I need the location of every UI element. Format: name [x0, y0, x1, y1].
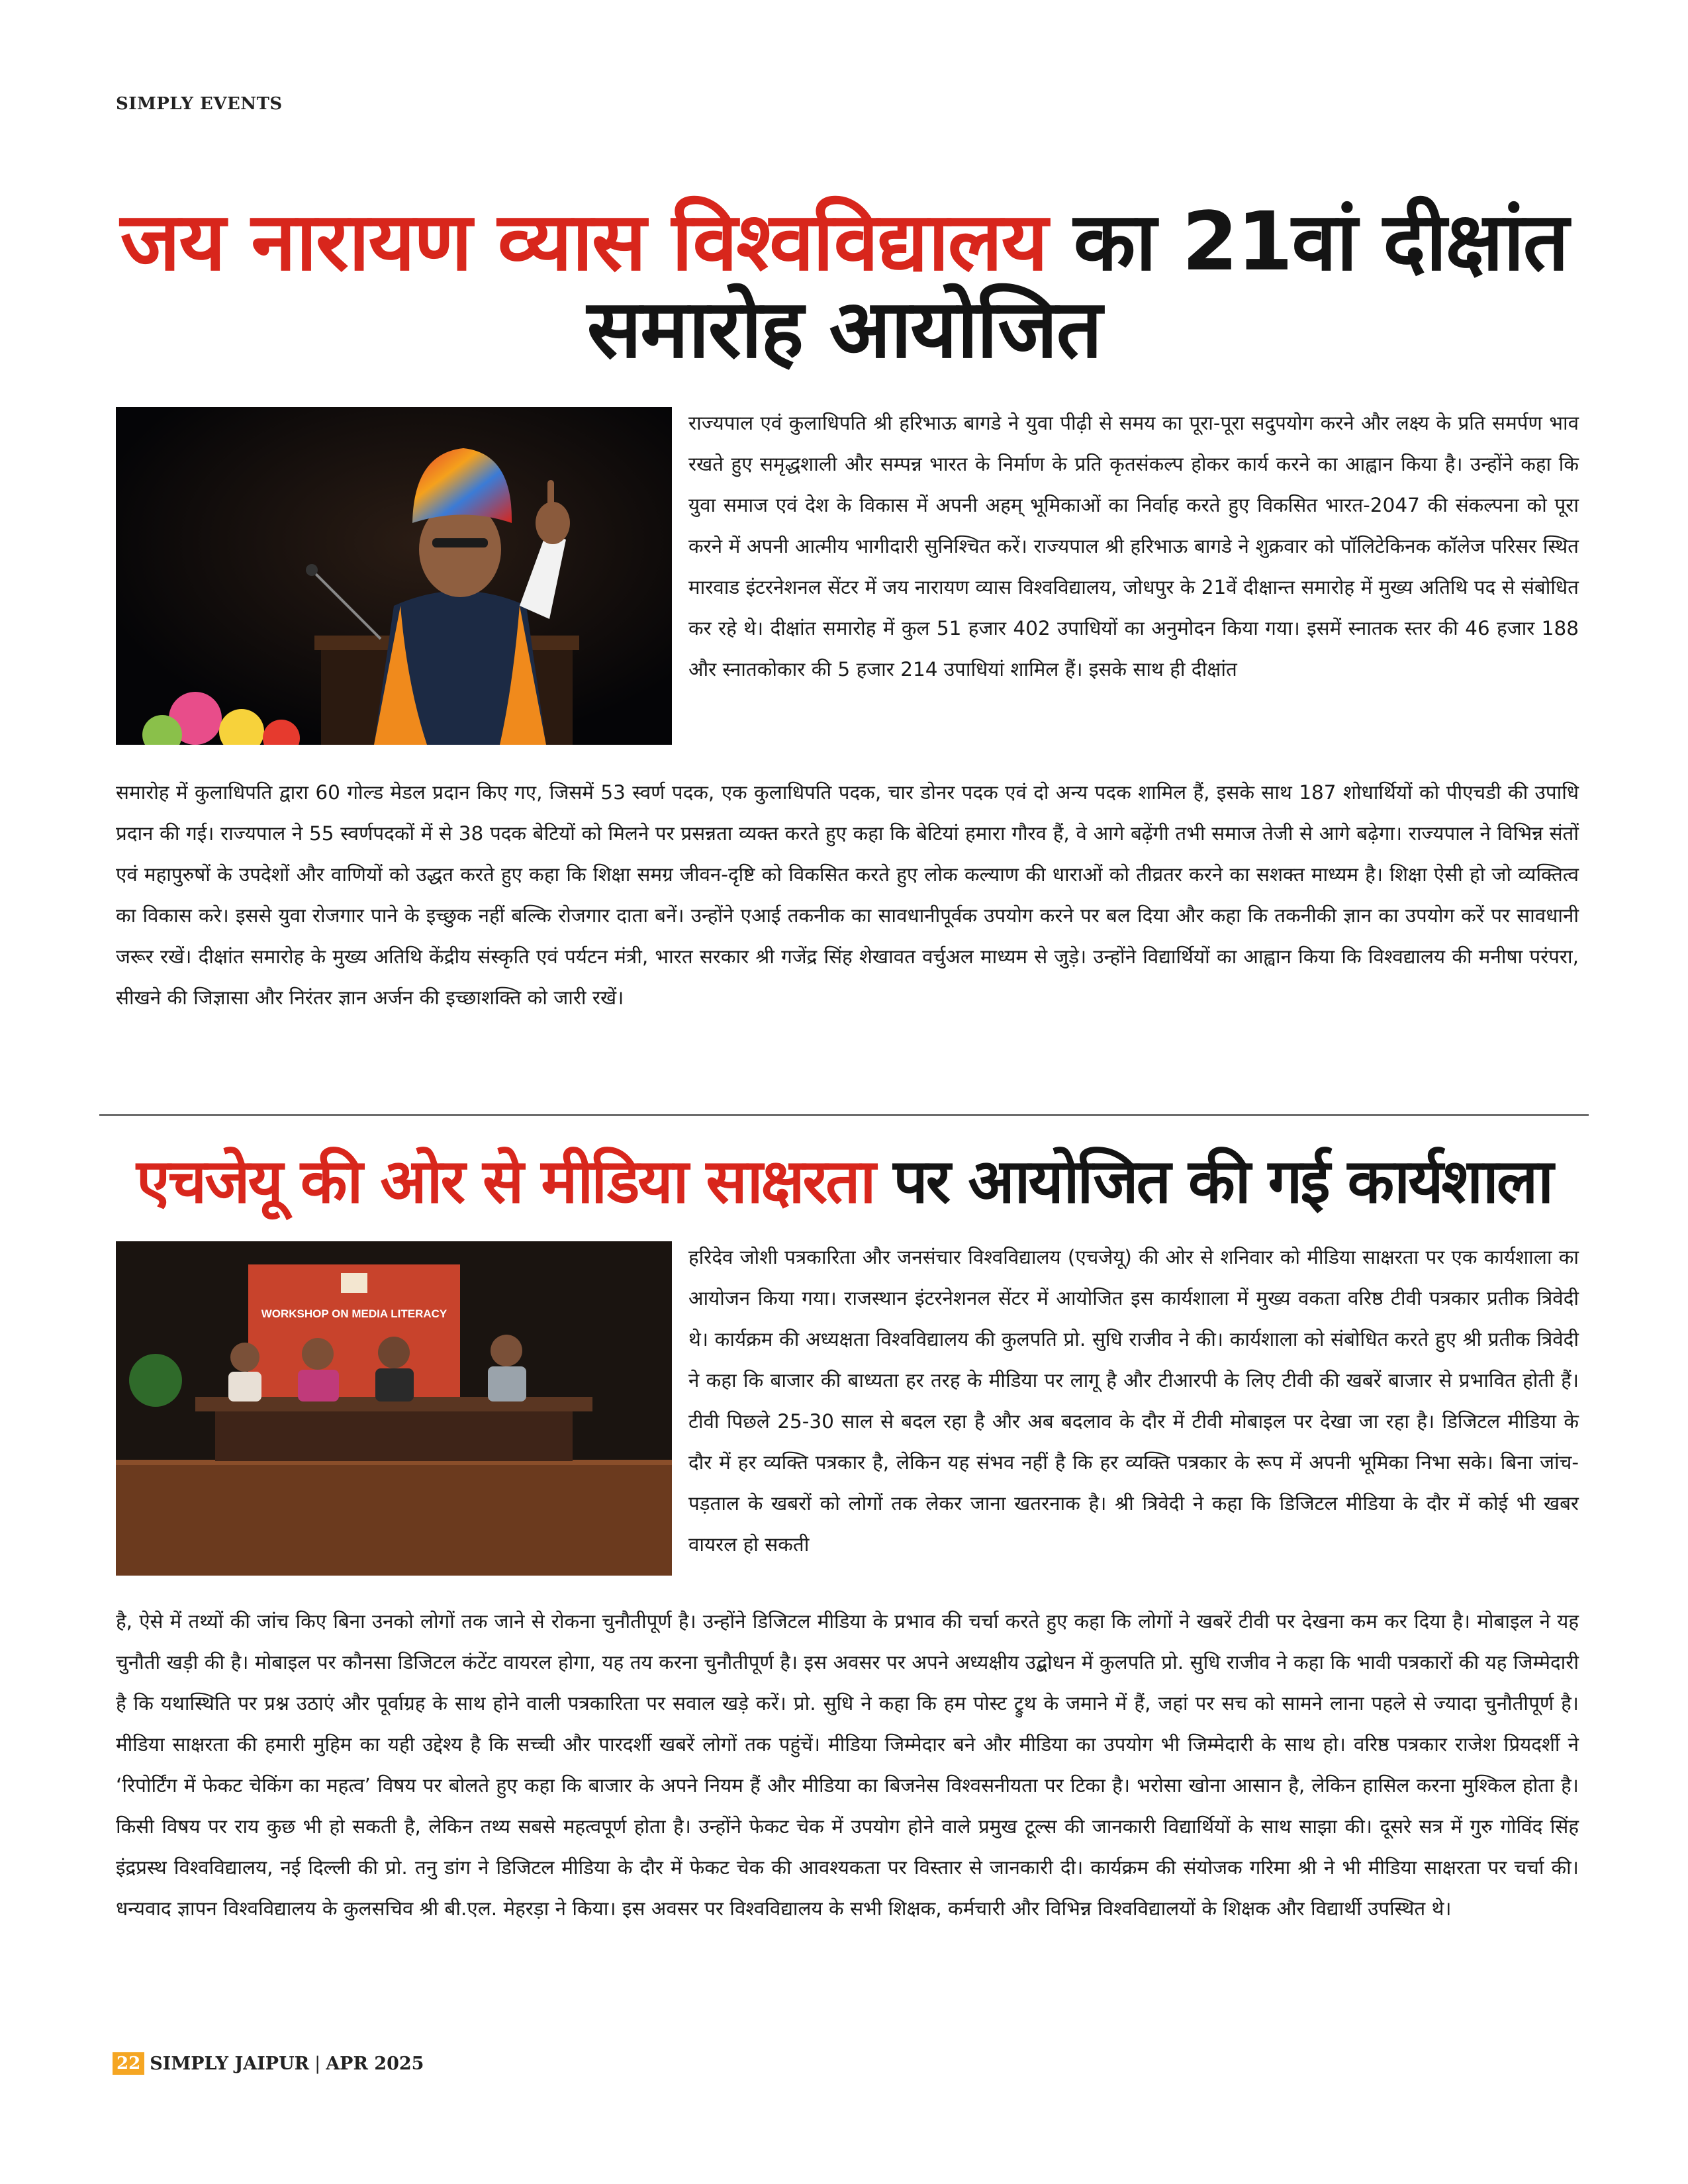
article2-headline-black: पर आयोजित की गई कार्यशाला [874, 1146, 1552, 1217]
footer-separator: | [314, 2053, 321, 2074]
article1-body: समारोह में कुलाधिपति द्वारा 60 गोल्ड मेडल प्रदान किए गए, जिसमें 53 स्वर्ण पदक, एक कुलाधिपति पदक, चार डोनर पदक एवं दो अन्य पदक शामिल हैं, इसके साथ 187 शोधार्थियों को पीएचडी की उपाधि प्रदान की गई। राज्यपाल ने 55 स्वर्णपदकों में से 38 पदक बेटियों को मिलने पर प्रसन्नता व्यक्त करते हुए कहा कि बेटियां हमारा गौरव हैं, वे आगे बढ़ेंगी तभी समाज तेजी से आगे बढ़ेगा। राज्यपाल ने विभिन्न संतों एवं महापुरुषों के उपदेशों और वाणियों को उद्धत करते हुए कहा कि शिक्षा समग्र जीवन-दृष्टि को विकसित करते हुए लोक कल्याण की धाराओं को तीव्रतर करने का सशक्त माध्यम है। शिक्षा ऐसी हो जो व्यक्तित्व का विकास करे। इससे युवा रोजगार पाने के इच्छुक नहीं बल्कि रोजगार दाता बनें। उन्होंने एआई तकनीक का सावधानीपूर्वक उपयोग करने पर बल दिया और कहा कि तकनीकी ज्ञान का उपयोग करें पर सावधानी जरूर रखें। दीक्षांत समारोह के मुख्य अतिथि केंद्रीय संस्कृति एवं पर्यटन मंत्री, भारत सरकार श्री गजेंद्र सिंह शेखावत वर्चुअल माध्यम से जुड़े। उन्होंने विद्यार्थियों का आह्वान किया कि विश्वद्यालय की मनीषा परंपरा, सीखने की जिज्ञासा और निरंतर ज्ञान अर्जन की इच्छाशक्ति को जारी रखें। [116, 781, 1579, 1009]
magazine-name: SIMPLY JAIPUR [150, 2053, 310, 2074]
article2-headline-red: एचजेयू की ओर से मीडिया साक्षरता [136, 1146, 874, 1217]
page-footer [113, 2050, 424, 2077]
article1-intro: राज्यपाल एवं कुलाधिपति श्री हरिभाऊ बागडे ने युवा पीढ़ी से समय का पूरा-पूरा सदुपयोग करने और लक्ष्य के प्रति समर्पण भाव रखते हुए समृद्धशाली और सम्पन्न भारत के निर्माण के प्रति कृतसंकल्प होकर कार्य करने का आह्वान किया है। उन्होंने कहा कि युवा समाज एवं देश के विकास में अपनी अहम् भूमिकाओं का निर्वाह करते हुए विकसित भारत-2047 की संकल्पना को पूरा करने में अपनी आत्मीय भागीदारी सुनिश्चित करें। राज्यपाल श्री हरिभाऊ बागडे ने शुक्रवार को पॉलिटेकिनक कॉलेज परिसर स्थित मारवाड इंटरनेशनल सेंटर में जय नारायण व्यास विश्वविद्यालय, जोधपुर के 21वें दीक्षान्त समारोह में मुख्य अतिथि पद से संबोधित कर रहे थे। दीक्षांत समारोह में कुल 51 हजार 402 उपाधियों का अनुमोदन किया गया। इसमें स्नातक स्तर की 46 हजार 188 और स्नातकोकार की 5 हजार 214 उपाधियां शामिल हैं। इसके साथ ही दीक्षांत [688, 412, 1579, 681]
article1-headline-black: का 21वां दीक्षांत समारोह आयोजित [586, 195, 1568, 376]
section-label: SIMPLY EVENTS [116, 94, 283, 114]
article1-headline [86, 195, 1602, 376]
article2-photo [116, 1241, 672, 1576]
workshop-panel-photo [116, 1241, 672, 1576]
article2-intro: हरिदेव जोशी पत्रकारिता और जनसंचार विश्वविद्यालय (एचजेयू) की ओर से शनिवार को मीडिया साक्षरता पर एक कार्यशाला का आयोजन किया गया। राजस्थान इंटरनेशनल सेंटर में आयोजित इस कार्यशाला में मुख्य वकता वरिष्ठ टीवी पत्रकार प्रतीक त्रिवेदी थे। कार्यक्रम की अध्यक्षता विश्वविद्यालय की कुलपति प्रो. सुधि राजीव ने की। कार्यशाला को संबोधित करते हुए श्री प्रतीक त्रिवेदी ने कहा कि बाजार की बाध्यता हर तरह के मीडिया पर लागू है और टीआरपी के लिए टीवी की खबरें बाजार से प्रभावित होती हैं। टीवी पिछले 25-30 साल से बदल रहा है और अब बदलाव के दौर में टीवी मोबाइल पर देखा जा रहा है। डिजिटल मीडिया के दौर में हर व्यक्ति पत्रकार है, लेकिन यह संभव नहीं है कि हर व्यक्ति पत्रकार के रूप में अपनी भूमिका निभा सके। बिना जांच-पड़ताल के खबरों को लोगों तक लेकर जाना खतरनाक है। श्री त्रिवेदी ने कहा कि डिजिटल मीडिया के दौर में कोई भी खबर वायरल हो सकती [688, 1246, 1579, 1556]
issue-date: APR 2025 [326, 2053, 424, 2074]
article2-headline [86, 1146, 1602, 1217]
banner-text: WORKSHOP ON MEDIA LITERACY [261, 1307, 447, 1320]
section-divider [99, 1114, 1589, 1116]
article1-photo [116, 407, 672, 745]
article1-headline-red: जय नारायण व्यास विश्वविद्यालय [120, 195, 1047, 289]
governor-speech-photo [116, 407, 672, 745]
article2-body: है, ऐसे में तथ्यों की जांच किए बिना उनको लोगों तक जाने से रोकना चुनौतीपूर्ण है। उन्होंने डिजिटल मीडिया के प्रभाव की चर्चा करते हुए कहा कि लोगों ने खबरें टीवी पर देखना कम कर दिया है। मोबाइल ने यह चुनौती खड़ी की है। मोबाइल पर कौनसा डिजिटल कंटेंट वायरल होगा, यह तय करना चुनौतीपूर्ण है। इस अवसर पर अपने अध्यक्षीय उद्बोधन में कुलपति प्रो. सुधि राजीव ने कहा कि भावी पत्रकारों की यह जिम्मेदारी है कि यथास्थिति पर प्रश्न उठाएं और पूर्वाग्रह के साथ होने वाली पत्रकारिता पर सवाल खड़े करें। प्रो. सुधि ने कहा कि हम पोस्ट ट्रुथ के जमाने में हैं, जहां पर सच को सामने लाना पहले से ज्यादा चुनौतीपूर्ण है। मीडिया साक्षरता की हमारी मुहिम का यही उद्देश्य है कि सच्ची और पारदर्शी खबरें लोगों तक पहुंचें। मीडिया जिम्मेदार बने और मीडिया का उपयोग भी जिम्मेदारी के साथ हो। वरिष्ठ पत्रकार राजेश प्रियदर्शी ने ‘रिपोर्टिंग में फेकट चेकिंग का महत्व’ विषय पर बोलते हुए कहा कि बाजार के अपने नियम हैं और मीडिया का बिजनेस विश्वसनीयता पर टिका है। भरोसा खोना आसान है, लेकिन हासिल करना मुश्किल होता है। किसी विषय पर राय कुछ भी हो सकती है, लेकिन तथ्य सबसे महत्वपूर्ण होता है। उन्होंने फेकट चेक में उपयोग होने वाले प्रमुख टूल्स की जानकारी विद्यार्थियों के साथ साझा की। दूसरे सत्र में गुरु गोविंद सिंह इंद्रप्रस्थ विश्वविद्यालय, नई दिल्ली की प्रो. तनु डांग ने डिजिटल मीडिया के दौर में फेकट चेक की आवश्यकता पर विस्तार से जानकारी दी। कार्यक्रम की संयोजक गरिमा श्री ने भी मीडिया साक्षरता पर चर्चा की। धन्यवाद ज्ञापन विश्वविद्यालय के कुलसचिव श्री बी.एल. मेहरड़ा ने किया। इस अवसर पर विश्वविद्यालय के सभी शिक्षक, कर्मचारी और विभिन्न विश्वविद्यालयों के शिक्षक और विद्यार्थी उपस्थित थे। [116, 1610, 1579, 1920]
page-number: 22 [113, 2052, 144, 2075]
